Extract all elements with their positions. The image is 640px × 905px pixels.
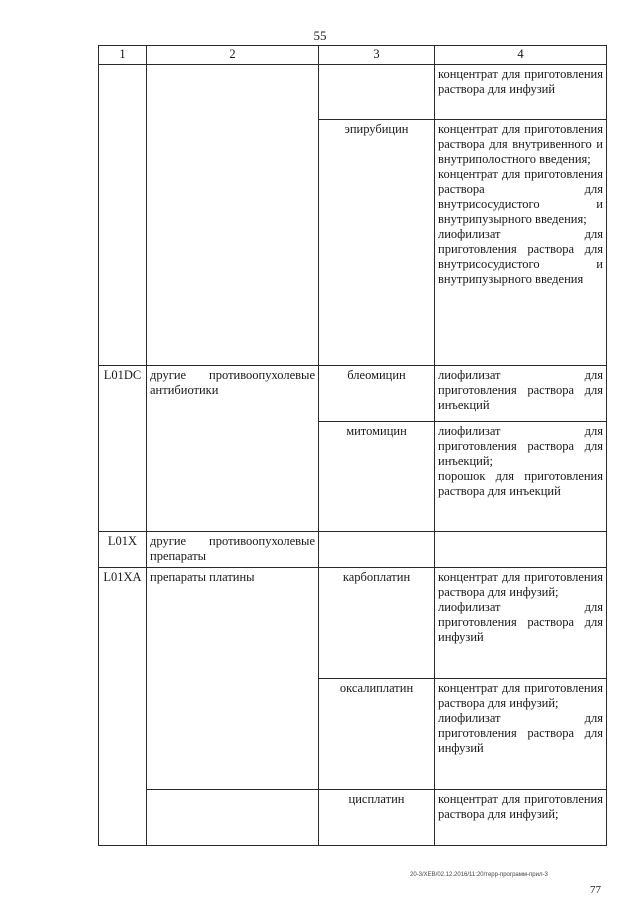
form-cell: [435, 366, 607, 422]
group-cell: другие противоопухолевые антибиотики: [147, 366, 319, 532]
table-row: [99, 790, 607, 846]
form-cell: [435, 790, 607, 846]
atc-code-cell: L01X: [99, 532, 147, 568]
substance-cell: [319, 65, 435, 120]
header-col-4: 4: [435, 46, 607, 65]
form-cell: [435, 568, 607, 679]
substance-cell: карбоплатин: [319, 568, 435, 679]
substance-cell: эпирубицин: [319, 120, 435, 366]
substance-cell: митомицин: [319, 422, 435, 532]
group-cell: [147, 65, 319, 366]
form-cell: [435, 120, 607, 366]
header-col-1: 1: [99, 46, 147, 65]
dosage-form: концентрат для приготовления раствора для инфузий: [438, 67, 603, 96]
table-row: [99, 65, 607, 120]
header-row: [99, 46, 607, 65]
dosage-form: лиофилизат для приготовления раствора для внутрисосудистого и внутрипузырного введения: [438, 227, 603, 286]
dosage-form: концентрат для приготовления раствора для инфузий;: [438, 681, 603, 710]
dosage-form: лиофилизат для приготовления раствора для инфузий: [438, 711, 603, 755]
group-cell: препараты платины: [147, 568, 319, 790]
substance-cell: [319, 532, 435, 568]
table-row: [99, 568, 607, 679]
dosage-form: концентрат для приготовления раствора для инфузий;: [438, 570, 603, 599]
dosage-form: концентрат для приготовления раствора для инфузий;: [438, 792, 603, 821]
header-col-3: 3: [319, 46, 435, 65]
substance-cell: оксалиплатин: [319, 679, 435, 790]
page-number: 55: [313, 28, 327, 43]
drug-table: [98, 45, 607, 846]
footer-page-number: 77: [590, 884, 601, 896]
dosage-form: концентрат для приготовления раствора для внутрисосудистого и внутрипузырного введения;: [438, 167, 603, 226]
dosage-form: лиофилизат для приготовления раствора для инъекций: [438, 368, 603, 412]
substance-cell: блеомицин: [319, 366, 435, 422]
atc-code-cell: L01XA: [99, 568, 147, 846]
footer-document-code: 20-3/ХЕВ/02.12.2016/11:20/терр-программ-прил-3: [410, 872, 548, 878]
form-cell: [435, 422, 607, 532]
dosage-form: концентрат для приготовления раствора для внутривенного и внутриполостного введения;: [438, 122, 603, 166]
table-row: [99, 366, 607, 422]
group-cell: другие противоопухолевые препараты: [147, 532, 319, 568]
form-cell: [435, 532, 607, 568]
group-cell: [147, 790, 319, 846]
table-row: [99, 532, 607, 568]
atc-code-cell: [99, 65, 147, 366]
dosage-form: лиофилизат для приготовления раствора для инфузий: [438, 600, 603, 644]
dosage-form: порошок для приготовления раствора для инъекций: [438, 469, 603, 498]
atc-code-cell: L01DC: [99, 366, 147, 532]
substance-cell: цисплатин: [319, 790, 435, 846]
header-col-2: 2: [147, 46, 319, 65]
form-cell: [435, 65, 607, 120]
form-cell: [435, 679, 607, 790]
dosage-form: лиофилизат для приготовления раствора для инъекций;: [438, 424, 603, 468]
